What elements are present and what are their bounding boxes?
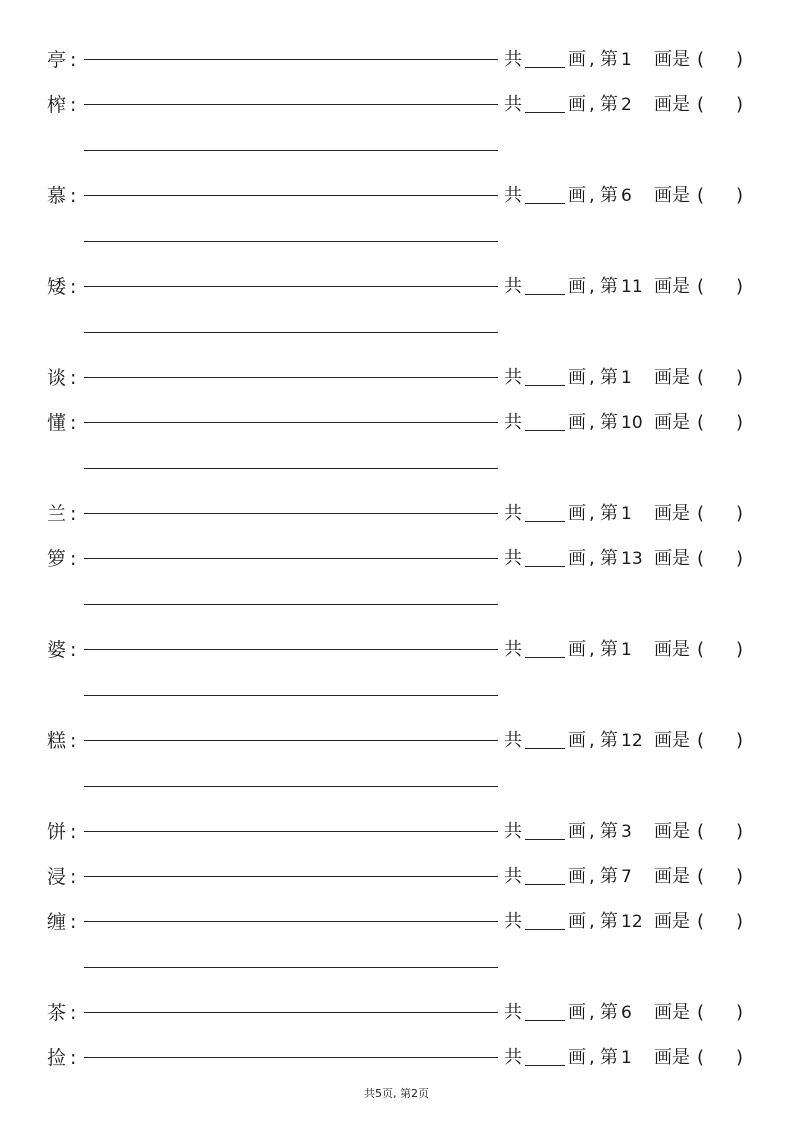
stroke-unit-label: 画 — [568, 821, 586, 842]
stroke-question-row — [0, 1002, 793, 1042]
stroke-question-row — [0, 185, 793, 225]
total-strokes-blank[interactable] — [525, 385, 565, 386]
stroke-unit-label: 画 — [568, 548, 586, 569]
stroke-order-continuation-line[interactable] — [84, 332, 498, 333]
total-strokes-blank[interactable] — [525, 294, 565, 295]
total-strokes-blank[interactable] — [525, 884, 565, 885]
left-paren: ( — [697, 276, 705, 297]
stroke-is-label: 画是 — [654, 639, 690, 660]
stroke-order-continuation-line[interactable] — [84, 150, 498, 151]
total-label: 共 — [504, 548, 522, 569]
stroke-question-row — [0, 548, 793, 588]
colon: : — [70, 412, 77, 434]
left-paren: ( — [697, 548, 705, 569]
character-label: 婆 — [47, 639, 67, 661]
total-strokes-blank[interactable] — [525, 748, 565, 749]
stroke-order-answer-line[interactable] — [84, 377, 498, 378]
character-label: 缠 — [47, 911, 67, 933]
stroke-number: 2 — [621, 95, 632, 115]
stroke-is-label: 画是 — [654, 548, 690, 569]
stroke-question-row — [0, 730, 793, 770]
stroke-question-row — [0, 276, 793, 316]
colon: : — [70, 276, 77, 298]
stroke-order-answer-line[interactable] — [84, 286, 498, 287]
character-label: 懂 — [47, 412, 67, 434]
right-paren: ) — [736, 730, 744, 751]
stroke-order-answer-line[interactable] — [84, 649, 498, 650]
stroke-number: 3 — [621, 822, 632, 842]
stroke-order-answer-line[interactable] — [84, 59, 498, 60]
stroke-unit-label: 画 — [568, 911, 586, 932]
total-strokes-blank[interactable] — [525, 521, 565, 522]
left-paren: ( — [697, 94, 705, 115]
ordinal-label: 第 — [600, 866, 618, 887]
character-label: 矮 — [47, 276, 67, 298]
comma: , — [589, 94, 595, 115]
left-paren: ( — [697, 49, 705, 70]
colon: : — [70, 49, 77, 71]
right-paren: ) — [736, 866, 744, 887]
character-label: 茶 — [47, 1002, 67, 1024]
stroke-is-label: 画是 — [654, 503, 690, 524]
total-label: 共 — [504, 49, 522, 70]
right-paren: ) — [736, 821, 744, 842]
stroke-order-continuation-line[interactable] — [84, 695, 498, 696]
stroke-question-row — [0, 866, 793, 906]
stroke-unit-label: 画 — [568, 503, 586, 524]
stroke-number: 12 — [621, 912, 643, 932]
left-paren: ( — [697, 185, 705, 206]
right-paren: ) — [736, 412, 744, 433]
stroke-order-continuation-line[interactable] — [84, 786, 498, 787]
total-label: 共 — [504, 185, 522, 206]
character-label: 糕 — [47, 730, 67, 752]
stroke-is-label: 画是 — [654, 730, 690, 751]
right-paren: ) — [736, 548, 744, 569]
right-paren: ) — [736, 276, 744, 297]
stroke-question-row — [0, 639, 793, 679]
ordinal-label: 第 — [600, 639, 618, 660]
stroke-number: 11 — [621, 277, 643, 297]
stroke-order-answer-line[interactable] — [84, 831, 498, 832]
total-label: 共 — [504, 639, 522, 660]
comma: , — [589, 367, 595, 388]
ordinal-label: 第 — [600, 503, 618, 524]
right-paren: ) — [736, 503, 744, 524]
stroke-number: 6 — [621, 186, 632, 206]
stroke-unit-label: 画 — [568, 367, 586, 388]
stroke-number: 1 — [621, 1048, 632, 1068]
stroke-number: 1 — [621, 368, 632, 388]
stroke-unit-label: 画 — [568, 94, 586, 115]
ordinal-label: 第 — [600, 548, 618, 569]
stroke-unit-label: 画 — [568, 1047, 586, 1068]
stroke-order-continuation-line[interactable] — [84, 604, 498, 605]
comma: , — [589, 1002, 595, 1023]
right-paren: ) — [736, 1002, 744, 1023]
stroke-order-answer-line[interactable] — [84, 513, 498, 514]
stroke-order-answer-line[interactable] — [84, 558, 498, 559]
total-strokes-blank[interactable] — [525, 67, 565, 68]
character-label: 谈 — [47, 367, 67, 389]
stroke-is-label: 画是 — [654, 821, 690, 842]
character-label: 榨 — [47, 94, 67, 116]
stroke-question-row — [0, 94, 793, 134]
total-label: 共 — [504, 276, 522, 297]
stroke-is-label: 画是 — [654, 866, 690, 887]
comma: , — [589, 1047, 595, 1068]
total-label: 共 — [504, 94, 522, 115]
colon: : — [70, 911, 77, 933]
stroke-question-row — [0, 367, 793, 407]
total-label: 共 — [504, 730, 522, 751]
character-label: 浸 — [47, 866, 67, 888]
comma: , — [589, 866, 595, 887]
colon: : — [70, 730, 77, 752]
ordinal-label: 第 — [600, 185, 618, 206]
comma: , — [589, 911, 595, 932]
stroke-number: 1 — [621, 504, 632, 524]
stroke-is-label: 画是 — [654, 1047, 690, 1068]
ordinal-label: 第 — [600, 1047, 618, 1068]
colon: : — [70, 185, 77, 207]
stroke-unit-label: 画 — [568, 276, 586, 297]
right-paren: ) — [736, 49, 744, 70]
ordinal-label: 第 — [600, 412, 618, 433]
comma: , — [589, 639, 595, 660]
colon: : — [70, 639, 77, 661]
stroke-number: 1 — [621, 640, 632, 660]
total-strokes-blank[interactable] — [525, 929, 565, 930]
character-label: 兰 — [47, 503, 67, 525]
stroke-order-answer-line[interactable] — [84, 740, 498, 741]
stroke-order-answer-line[interactable] — [84, 195, 498, 196]
stroke-unit-label: 画 — [568, 730, 586, 751]
stroke-order-answer-line[interactable] — [84, 104, 498, 105]
ordinal-label: 第 — [600, 367, 618, 388]
total-label: 共 — [504, 1002, 522, 1023]
comma: , — [589, 730, 595, 751]
character-label: 慕 — [47, 185, 67, 207]
stroke-is-label: 画是 — [654, 412, 690, 433]
total-label: 共 — [504, 866, 522, 887]
comma: , — [589, 276, 595, 297]
colon: : — [70, 503, 77, 525]
right-paren: ) — [736, 367, 744, 388]
stroke-is-label: 画是 — [654, 276, 690, 297]
colon: : — [70, 821, 77, 843]
stroke-question-row — [0, 503, 793, 543]
ordinal-label: 第 — [600, 49, 618, 70]
total-label: 共 — [504, 367, 522, 388]
colon: : — [70, 1002, 77, 1024]
left-paren: ( — [697, 1002, 705, 1023]
total-label: 共 — [504, 1047, 522, 1068]
ordinal-label: 第 — [600, 730, 618, 751]
stroke-number: 6 — [621, 1003, 632, 1023]
right-paren: ) — [736, 185, 744, 206]
total-label: 共 — [504, 911, 522, 932]
stroke-unit-label: 画 — [568, 639, 586, 660]
ordinal-label: 第 — [600, 821, 618, 842]
stroke-number: 12 — [621, 731, 643, 751]
stroke-order-answer-line[interactable] — [84, 876, 498, 877]
left-paren: ( — [697, 412, 705, 433]
comma: , — [589, 49, 595, 70]
comma: , — [589, 412, 595, 433]
stroke-order-answer-line[interactable] — [84, 921, 498, 922]
left-paren: ( — [697, 730, 705, 751]
stroke-number: 10 — [621, 413, 643, 433]
right-paren: ) — [736, 911, 744, 932]
page-footer: 共5页, 第2页 — [364, 1087, 429, 1100]
character-label: 亭 — [47, 49, 67, 71]
stroke-question-row — [0, 412, 793, 452]
stroke-order-continuation-line[interactable] — [84, 468, 498, 469]
stroke-number: 13 — [621, 549, 643, 569]
stroke-unit-label: 画 — [568, 866, 586, 887]
stroke-is-label: 画是 — [654, 367, 690, 388]
right-paren: ) — [736, 1047, 744, 1068]
left-paren: ( — [697, 1047, 705, 1068]
left-paren: ( — [697, 821, 705, 842]
colon: : — [70, 866, 77, 888]
left-paren: ( — [697, 503, 705, 524]
total-label: 共 — [504, 503, 522, 524]
stroke-order-continuation-line[interactable] — [84, 241, 498, 242]
right-paren: ) — [736, 94, 744, 115]
total-label: 共 — [504, 412, 522, 433]
comma: , — [589, 821, 595, 842]
stroke-is-label: 画是 — [654, 49, 690, 70]
left-paren: ( — [697, 866, 705, 887]
colon: : — [70, 94, 77, 116]
stroke-order-answer-line[interactable] — [84, 422, 498, 423]
comma: , — [589, 185, 595, 206]
total-strokes-blank[interactable] — [525, 1020, 565, 1021]
stroke-number: 7 — [621, 867, 632, 887]
stroke-question-row — [0, 821, 793, 861]
stroke-unit-label: 画 — [568, 49, 586, 70]
stroke-number: 1 — [621, 50, 632, 70]
stroke-order-answer-line[interactable] — [84, 1012, 498, 1013]
total-strokes-blank[interactable] — [525, 839, 565, 840]
left-paren: ( — [697, 639, 705, 660]
stroke-is-label: 画是 — [654, 1002, 690, 1023]
right-paren: ) — [736, 639, 744, 660]
stroke-is-label: 画是 — [654, 911, 690, 932]
stroke-order-answer-line[interactable] — [84, 1057, 498, 1058]
character-label: 捡 — [47, 1047, 67, 1069]
stroke-is-label: 画是 — [654, 185, 690, 206]
ordinal-label: 第 — [600, 911, 618, 932]
total-strokes-blank[interactable] — [525, 203, 565, 204]
stroke-question-row — [0, 49, 793, 89]
colon: : — [70, 1047, 77, 1069]
comma: , — [589, 548, 595, 569]
total-strokes-blank[interactable] — [525, 657, 565, 658]
total-strokes-blank[interactable] — [525, 112, 565, 113]
colon: : — [70, 367, 77, 389]
stroke-order-continuation-line[interactable] — [84, 967, 498, 968]
left-paren: ( — [697, 367, 705, 388]
character-label: 饼 — [47, 821, 67, 843]
colon: : — [70, 548, 77, 570]
stroke-unit-label: 画 — [568, 185, 586, 206]
comma: , — [589, 503, 595, 524]
total-strokes-blank[interactable] — [525, 430, 565, 431]
stroke-question-row — [0, 1047, 793, 1087]
stroke-is-label: 画是 — [654, 94, 690, 115]
ordinal-label: 第 — [600, 276, 618, 297]
stroke-question-row — [0, 911, 793, 951]
left-paren: ( — [697, 911, 705, 932]
total-strokes-blank[interactable] — [525, 1065, 565, 1066]
total-label: 共 — [504, 821, 522, 842]
total-strokes-blank[interactable] — [525, 566, 565, 567]
stroke-unit-label: 画 — [568, 1002, 586, 1023]
ordinal-label: 第 — [600, 94, 618, 115]
character-label: 箩 — [47, 548, 67, 570]
stroke-unit-label: 画 — [568, 412, 586, 433]
ordinal-label: 第 — [600, 1002, 618, 1023]
